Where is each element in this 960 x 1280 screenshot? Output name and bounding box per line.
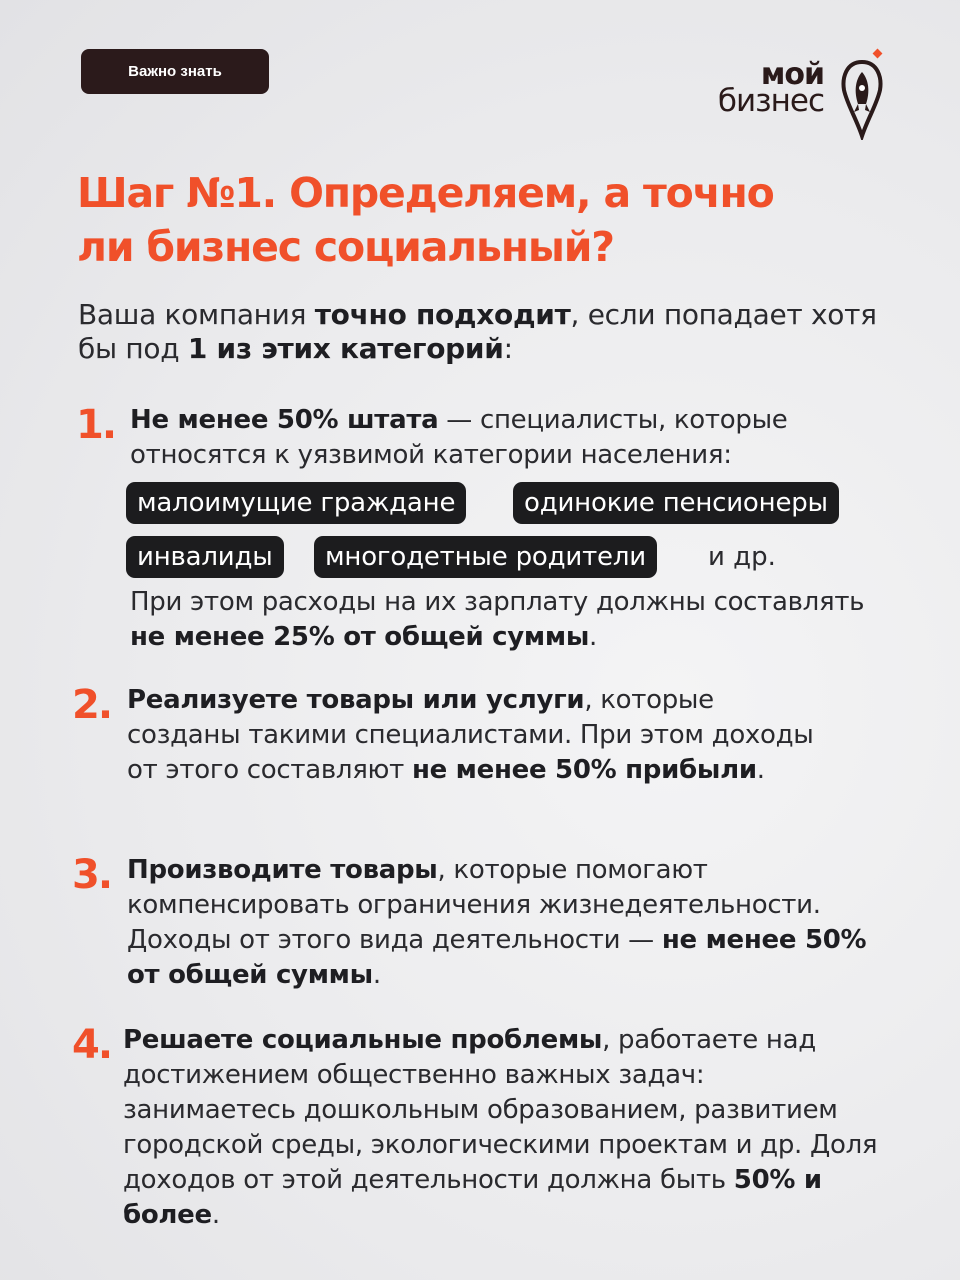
item-2-end: .	[756, 755, 765, 785]
item-2-number: 2.	[72, 682, 112, 728]
chip-disabled: инвалиды	[126, 536, 284, 578]
item-2-body: , которые созданы такими специалистами. При этом доходы от этого составляют	[127, 685, 814, 785]
rocket-pin-icon	[838, 48, 886, 140]
intro-text-2: , если попадает хотя бы под	[78, 298, 877, 365]
item-4-text	[123, 1023, 883, 1233]
chip-large-families: многодетные родители	[314, 536, 657, 578]
item-2-bold-2: не менее 50% прибыли	[411, 755, 757, 785]
intro-bold-1: точно подходит	[314, 298, 571, 331]
item-3-end: .	[372, 960, 381, 990]
item-3-text	[127, 853, 907, 993]
intro-bold-2: 1 из этих категорий	[187, 332, 504, 365]
logo-text	[717, 57, 824, 119]
item-4-bold: Решаете социальные проблемы	[123, 1025, 603, 1055]
moy-biznes-logo	[690, 48, 900, 140]
intro-text-3: :	[503, 332, 513, 365]
item-4-number: 4.	[72, 1022, 112, 1068]
intro-text-1: Ваша компания	[78, 298, 315, 331]
logo-line-1: мой	[760, 57, 824, 92]
item-3-bold: Производите товары	[127, 855, 438, 885]
item-1-extra-end: .	[589, 622, 597, 652]
item-1-extra	[130, 585, 890, 655]
item-1-body: — специалисты, которые относятся к уязвимой категории населения:	[130, 405, 788, 470]
logo-line-2: бизнес	[717, 83, 824, 119]
item-2-bold: Реализуете товары или услуги	[127, 685, 585, 715]
item-1-text	[130, 403, 910, 473]
item-3-body: , которые помогают компенсировать ограничения жизнедеятельности. Доходы от этого вида деятельности —	[127, 855, 821, 955]
item-1-bold: Не менее 50% штата	[130, 405, 439, 435]
chips-tail: и др.	[708, 542, 776, 572]
item-3-number: 3.	[72, 852, 112, 898]
item-4-end: .	[211, 1200, 220, 1230]
page-title	[77, 166, 897, 274]
item-1-number: 1.	[76, 402, 116, 448]
item-2-text	[127, 683, 827, 788]
intro-paragraph	[78, 298, 908, 366]
item-4-bold-2: 50% и более	[123, 1165, 822, 1230]
title-line-1: Шаг №1. Определяем, а точно	[77, 169, 774, 217]
title-line-2: ли бизнес социальный?	[77, 223, 614, 271]
item-4-body: , работаете над достижением общественно важных задач: занимаетесь дошкольным образованием, развитием городской среды, экологическими проектам и др. Доля доходов от этой деятельности должна быть	[123, 1025, 878, 1195]
item-3-bold-2: не менее 50% от общей суммы	[127, 925, 867, 990]
chip-low-income: малоимущие граждане	[126, 482, 466, 524]
chip-pensioners: одинокие пенсионеры	[513, 482, 839, 524]
category-tag: Важно знать	[81, 49, 269, 94]
item-1-extra-text: При этом расходы на их зарплату должны составлять	[130, 587, 865, 617]
item-1-extra-bold: не менее 25% от общей суммы	[130, 622, 590, 652]
